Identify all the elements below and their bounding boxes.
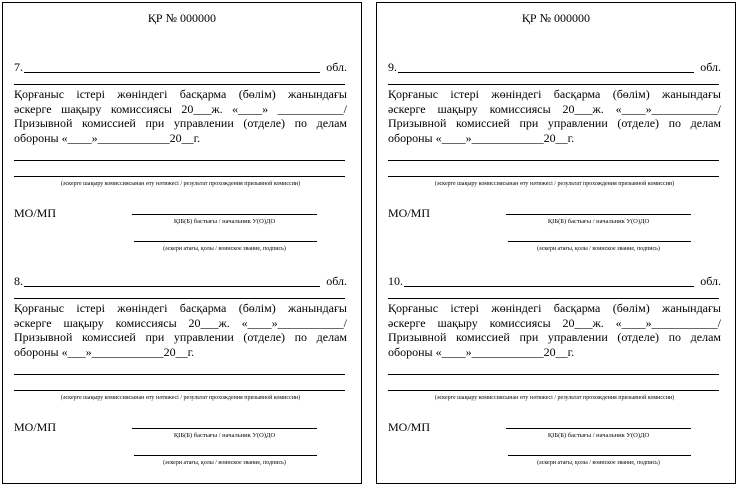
separator-line [388,84,719,85]
region-row [14,60,347,74]
region-suffix: обл. [326,60,347,74]
region-suffix: обл. [326,274,347,288]
signatory-caption: ҚІБ(Б) бастығы / начальник У(О)ДО [547,218,650,225]
result-line-1[interactable] [14,160,345,161]
result-line-2[interactable] [388,390,719,391]
region-field[interactable] [404,286,694,287]
region-suffix: обл. [700,60,721,74]
rank-signature-line[interactable] [508,241,691,242]
region-row [388,274,721,288]
text-line: Призывной комиссией при управлении (отделе) по делам [14,116,347,130]
section-number: 10. [388,274,403,288]
separator-line [14,298,345,299]
rank-signature-line[interactable] [508,455,691,456]
commission-text [388,87,721,145]
text-line: Қорғаныс істері жөніндегі басқарма (бөлім) жанындағы [388,87,721,101]
signatory-caption: ҚІБ(Б) бастығы / начальник У(О)ДО [547,432,650,439]
rank-signature-line[interactable] [134,455,317,456]
result-line-2[interactable] [388,176,719,177]
stamp-label: МО/МП [14,206,57,220]
page-left [2,2,362,484]
region-field[interactable] [24,72,320,73]
result-line-2[interactable] [14,176,345,177]
text-line: Призывной комиссией при управлении (отделе) по делам [14,330,347,344]
signatory-line[interactable] [132,428,317,429]
result-caption: (әскерге шақыру комиссиясынан өту нәтижесі / результат прохождения призывной комиссии) [60,395,301,401]
text-line: әскерге шақыру комиссиясы 20___ж. «____»___________/ [388,101,721,116]
text-line: Призывной комиссией при управлении (отделе) по делам [388,330,721,344]
stamp-label: МО/МП [388,206,431,220]
text-line: Қорғаныс істері жөніндегі басқарма (бөлім) жанындағы [14,301,347,315]
section-number: 7. [14,60,23,74]
stamp-label: МО/МП [388,420,431,434]
result-line-1[interactable] [388,160,719,161]
result-caption: (әскерге шақыру комиссиясынан өту нәтижесі / результат прохождения призывной комиссии) [60,181,301,187]
text-line: обороны «___»____________20__г. [14,344,195,359]
signatory-line[interactable] [132,214,317,215]
rank-caption: (әскери атағы, қолы / воинское звание, подпись) [163,246,286,252]
region-field[interactable] [398,72,694,73]
text-line: обороны «____»____________20__г. [388,344,575,359]
rank-signature-line[interactable] [134,241,317,242]
signatory-caption: ҚІБ(Б) бастығы / начальник У(О)ДО [173,218,276,225]
commission-text [388,301,721,359]
page-right [376,2,736,484]
text-line: әскерге шақыру комиссиясы 20___ж. «____» ___________/ [14,101,347,116]
commission-text [14,87,347,145]
rank-caption: (әскери атағы, қолы / воинское звание, подпись) [163,460,286,466]
result-caption: (әскерге шақыру комиссиясынан өту нәтижесі / результат прохождения призывной комиссии) [434,181,675,187]
page-header: ҚР № 000000 [521,11,591,25]
text-line: Призывной комиссией при управлении (отделе) по делам [388,116,721,130]
result-caption: (әскерге шақыру комиссиясынан өту нәтижесі / результат прохождения призывной комиссии) [434,395,675,401]
section-number: 9. [388,60,397,74]
result-line-1[interactable] [388,374,719,375]
result-line-2[interactable] [14,390,345,391]
text-line: обороны «____»____________20__г. [14,130,201,145]
region-suffix: обл. [700,274,721,288]
text-line: әскерге шақыру комиссиясы 20___ж. «____»___________/ [388,315,721,330]
section-number: 8. [14,274,23,288]
commission-text [14,301,347,359]
result-line-1[interactable] [14,374,345,375]
region-row [14,274,347,288]
separator-line [388,298,719,299]
rank-caption: (әскери атағы, қолы / воинское звание, подпись) [537,460,660,466]
text-line: Қорғаныс істері жөніндегі басқарма (бөлім) жанындағы [14,87,347,101]
rank-caption: (әскери атағы, қолы / воинское звание, подпись) [537,246,660,252]
signatory-line[interactable] [506,214,691,215]
page-header: ҚР № 000000 [147,11,217,25]
text-line: Қорғаныс істері жөніндегі басқарма (бөлім) жанындағы [388,301,721,315]
region-field[interactable] [24,286,320,287]
text-line: обороны «____»____________20__г. [388,130,575,145]
region-row [388,60,721,74]
separator-line [14,84,345,85]
text-line: әскерге шақыру комиссиясы 20___ж. «____»___________/ [14,315,347,330]
signatory-line[interactable] [506,428,691,429]
stamp-label: МО/МП [14,420,57,434]
signatory-caption: ҚІБ(Б) бастығы / начальник У(О)ДО [173,432,276,439]
